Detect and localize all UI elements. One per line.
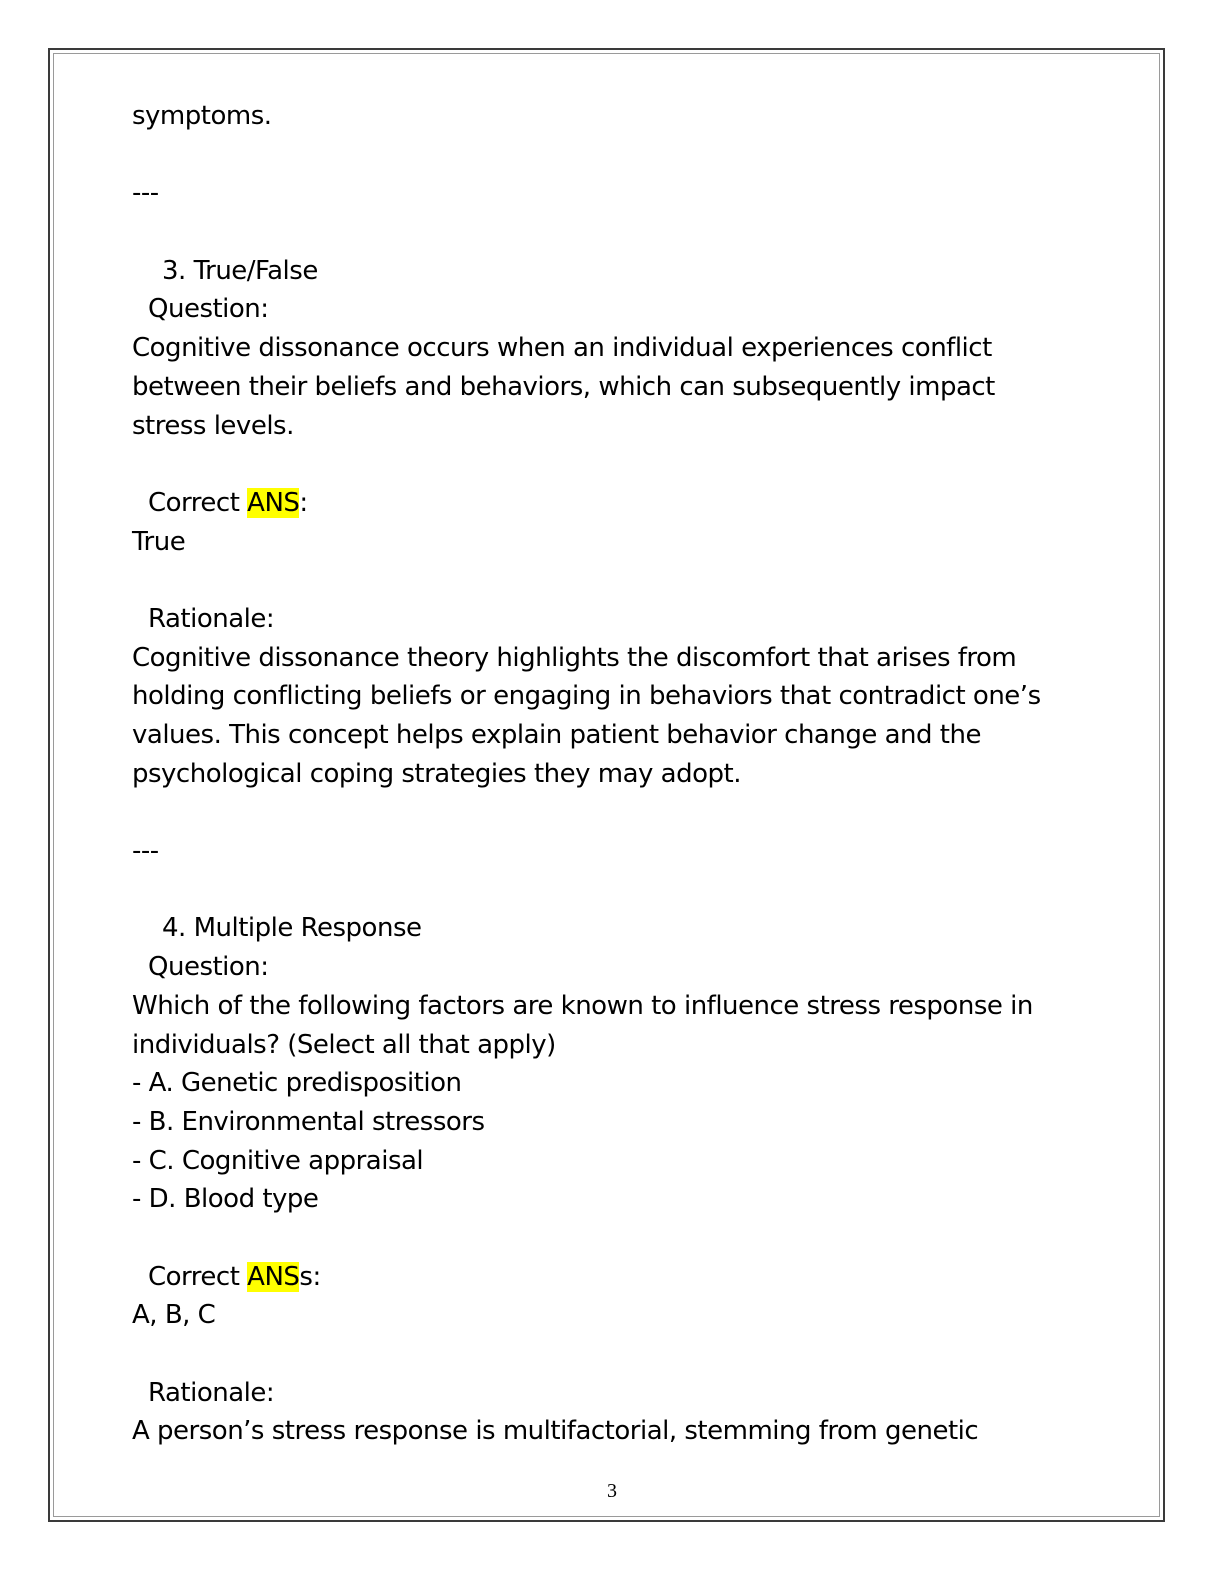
- page-number: 3: [607, 1480, 617, 1502]
- rationale-label: Rationale:: [148, 603, 275, 634]
- question-label: Question:: [148, 294, 269, 325]
- answer-value: A, B, C: [132, 1300, 216, 1331]
- option-item: - C. Cognitive appraisal: [132, 1145, 424, 1176]
- highlighted-text: ANS: [247, 1261, 300, 1292]
- question-text-line: between their beliefs and behaviors, which can subsequently impact: [132, 371, 995, 402]
- separator: ---: [132, 836, 159, 867]
- answer-label: Correct ANSs:: [148, 1261, 321, 1292]
- question-text-line: Which of the following factors are known to influence stress response in: [132, 990, 1033, 1021]
- answer-value: True: [132, 526, 186, 557]
- intro-line: symptoms.: [132, 101, 272, 131]
- answer-label: Correct ANS:: [148, 487, 308, 518]
- rationale-text-line: A person’s stress response is multifactorial, stemming from genetic: [132, 1416, 979, 1447]
- option-item: - A. Genetic predisposition: [132, 1068, 462, 1099]
- rationale-text-line: psychological coping strategies they may adopt.: [132, 758, 741, 789]
- option-item: - B. Environmental stressors: [132, 1106, 485, 1137]
- document-body: [132, 97, 1092, 1451]
- rationale-label: Rationale:: [148, 1377, 275, 1408]
- rationale-text-line: holding conflicting beliefs or engaging in behaviors that contradict one’s: [132, 681, 1041, 712]
- question-label: Question:: [148, 952, 269, 983]
- question-text-line: Cognitive dissonance occurs when an individual experiences conflict: [132, 333, 992, 364]
- separator: ---: [132, 178, 159, 209]
- question-heading: 3. True/False: [162, 255, 318, 286]
- question-text-line: stress levels.: [132, 410, 294, 441]
- rationale-text-line: values. This concept helps explain patient behavior change and the: [132, 720, 981, 750]
- question-heading: 4. Multiple Response: [162, 913, 422, 944]
- question-text-line: individuals? (Select all that apply): [132, 1029, 556, 1060]
- option-item: - D. Blood type: [132, 1184, 319, 1215]
- rationale-text-line: Cognitive dissonance theory highlights the discomfort that arises from: [132, 642, 1017, 673]
- highlighted-text: ANS: [247, 487, 300, 518]
